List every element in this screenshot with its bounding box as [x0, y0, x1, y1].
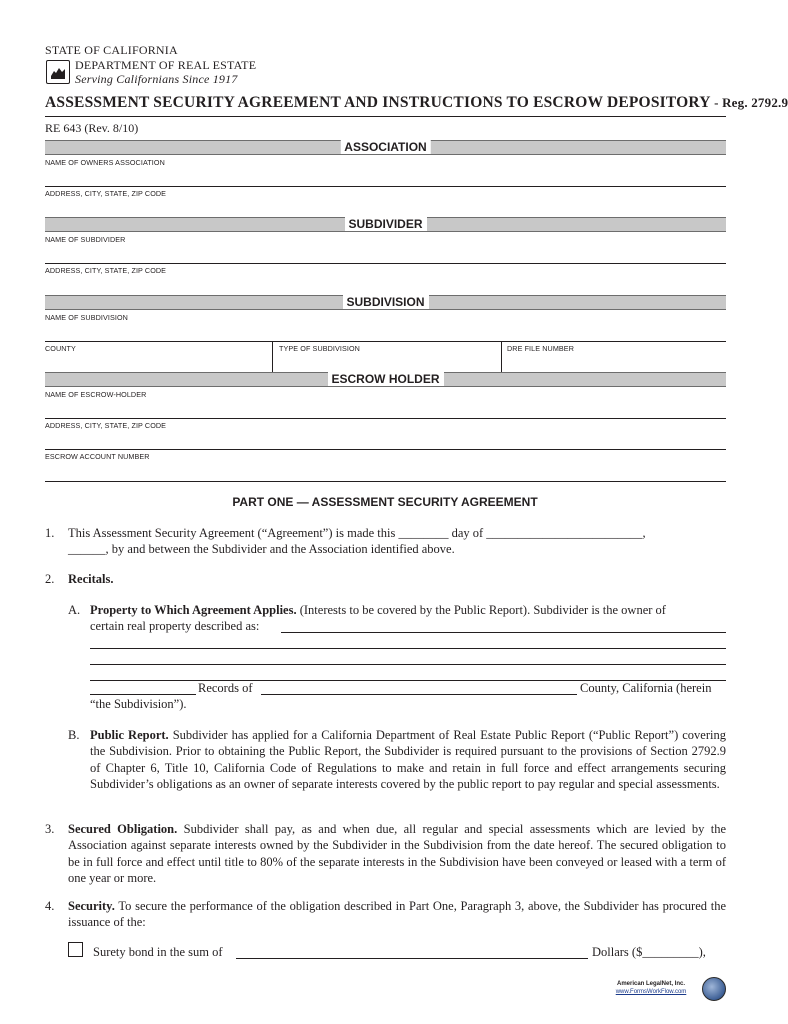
field-rule — [45, 449, 726, 450]
property-description-blank[interactable] — [90, 664, 726, 665]
field-rule — [45, 186, 726, 187]
subparagraph-letter: A. — [68, 603, 81, 617]
security-heading: Security. — [68, 899, 115, 913]
the-subdivision-label: “the Subdivision”). — [90, 697, 187, 711]
subdivision-name-label: NAME OF SUBDIVISION — [45, 313, 128, 322]
surety-dollars-label: Dollars ($_________), — [592, 945, 706, 959]
public-report-heading: Public Report. — [90, 728, 169, 742]
property-description-blank[interactable] — [90, 648, 726, 649]
dre-file-number-field[interactable] — [503, 353, 726, 372]
subdivider-address-field[interactable] — [45, 275, 726, 295]
property-description-blank[interactable] — [281, 632, 726, 633]
field-rule — [45, 418, 726, 419]
county-field[interactable] — [45, 353, 270, 372]
footer-company: American LegalNet, Inc. — [616, 981, 686, 987]
escrow-account-number-label: ESCROW ACCOUNT NUMBER — [45, 452, 150, 461]
escrow-holder-name-field[interactable] — [45, 399, 726, 419]
surety-bond-label: Surety bond in the sum of — [93, 945, 223, 959]
county-blank[interactable] — [261, 694, 577, 695]
globe-icon — [702, 977, 726, 1001]
subdivider-name-label: NAME OF SUBDIVIDER — [45, 235, 126, 244]
field-rule — [45, 263, 726, 264]
subdivision-section-bar — [45, 295, 726, 310]
security-text: To secure the performance of the obligation described in Part One, Paragraph 3, above, the Subdivider has procured the issuance of the: — [68, 899, 726, 930]
public-report-paragraph — [90, 727, 726, 792]
property-heading: Property to Which Agreement Applies. — [90, 603, 297, 617]
association-address-label: ADDRESS, CITY, STATE, ZIP CODE — [45, 189, 167, 198]
escrow-holder-section-label: ESCROW HOLDER — [328, 372, 444, 386]
security-paragraph — [68, 898, 726, 931]
dre-file-number-label: DRE FILE NUMBER — [507, 344, 574, 353]
subdivision-name-field[interactable] — [45, 322, 726, 342]
escrow-holder-name-label: NAME OF ESCROW-HOLDER — [45, 390, 147, 399]
subparagraph-letter: B. — [68, 728, 80, 742]
subdivider-section-bar — [45, 217, 726, 232]
escrow-address-field[interactable] — [45, 430, 726, 450]
escrow-account-number-field[interactable] — [45, 461, 726, 481]
agreement-parties-line: ______, by and between the Subdivider and the Association identified above. — [68, 542, 455, 556]
county-label: COUNTY — [45, 344, 76, 353]
column-divider — [272, 341, 273, 372]
form-title — [45, 94, 788, 112]
subdivision-section-label: SUBDIVISION — [342, 295, 428, 309]
form-title-reg: - Reg. 2792.9 — [710, 95, 788, 110]
field-rule — [45, 481, 726, 482]
title-divider — [45, 116, 726, 117]
subdivider-address-label: ADDRESS, CITY, STATE, ZIP CODE — [45, 266, 167, 275]
agreement-date-line: This Assessment Security Agreement (“Agreement”) is made this ________ day of _________________________, — [68, 526, 646, 540]
footer-url-link[interactable]: www.FormsWorkFlow.com — [615, 989, 687, 995]
subdivider-section-label: SUBDIVIDER — [344, 217, 426, 231]
dre-seal-icon — [46, 60, 70, 84]
association-section-bar — [45, 140, 726, 155]
recitals-heading: Recitals. — [68, 572, 114, 586]
property-paragraph — [90, 602, 726, 618]
form-title-main: ASSESSMENT SECURITY AGREEMENT AND INSTRUCTIONS TO ESCROW DEPOSITORY — [45, 94, 711, 111]
public-report-text: Subdivider has applied for a California Department of Real Estate Public Report (“Public Report”) covering the Subdivision. Prior to obtaining the Public Report, the Subdivider is required pursuant to the provisions of Section 2792.9 of Chapter 6, Title 10, California Code of Regulations to make and retain in full force and effect arrangements securing Subdivider’s obligations as an owner of separate interests covered by the public report to pay regular and special assessments. — [90, 728, 726, 791]
escrow-holder-section-bar — [45, 372, 726, 387]
column-divider — [501, 341, 502, 372]
secured-obligation-paragraph — [68, 821, 726, 886]
association-address-field[interactable] — [45, 198, 726, 218]
association-section-label: ASSOCIATION — [340, 140, 430, 154]
surety-amount-blank[interactable] — [236, 958, 588, 959]
state-name: STATE OF CALIFORNIA — [45, 43, 178, 57]
paragraph-number: 4. — [45, 899, 55, 913]
escrow-address-label: ADDRESS, CITY, STATE, ZIP CODE — [45, 421, 167, 430]
department-tagline: Serving Californians Since 1917 — [75, 72, 238, 86]
subdivision-type-label: TYPE OF SUBDIVISION — [279, 344, 360, 353]
property-described-label: certain real property described as: — [90, 619, 260, 633]
secured-obligation-heading: Secured Obligation. — [68, 822, 178, 836]
department-name: DEPARTMENT OF REAL ESTATE — [75, 58, 257, 72]
paragraph-number: 1. — [45, 526, 55, 540]
secured-obligation-text: Subdivider shall pay, as and when due, all regular and special assessments which are levied by the Association against separate interests owned by the Subdivider in the Subdivision from the date hereof. The secured obligation to be in full force and effect until title to 80% of the separate interests in the Subdivision have been conveyed or leased with a term of one year or more. — [68, 822, 726, 885]
form-number: RE 643 (Rev. 8/10) — [45, 121, 139, 135]
owners-association-name-label: NAME OF OWNERS ASSOCIATION — [45, 158, 165, 167]
records-of-label: Records of — [198, 681, 253, 695]
subdivision-type-field[interactable] — [274, 353, 499, 372]
subdivider-name-field[interactable] — [45, 244, 726, 264]
county-california-label: County, California (herein — [580, 681, 712, 695]
field-rule — [45, 341, 726, 342]
surety-bond-checkbox[interactable] — [68, 942, 83, 957]
paragraph-number: 2. — [45, 572, 55, 586]
owners-association-name-field[interactable] — [45, 167, 726, 187]
property-text: (Interests to be covered by the Public Report). Subdivider is the owner of — [296, 603, 666, 617]
footer-credit — [603, 980, 699, 996]
paragraph-number: 3. — [45, 822, 55, 836]
records-blank[interactable] — [90, 694, 196, 695]
part-one-title: PART ONE — ASSESSMENT SECURITY AGREEMENT — [232, 495, 538, 509]
